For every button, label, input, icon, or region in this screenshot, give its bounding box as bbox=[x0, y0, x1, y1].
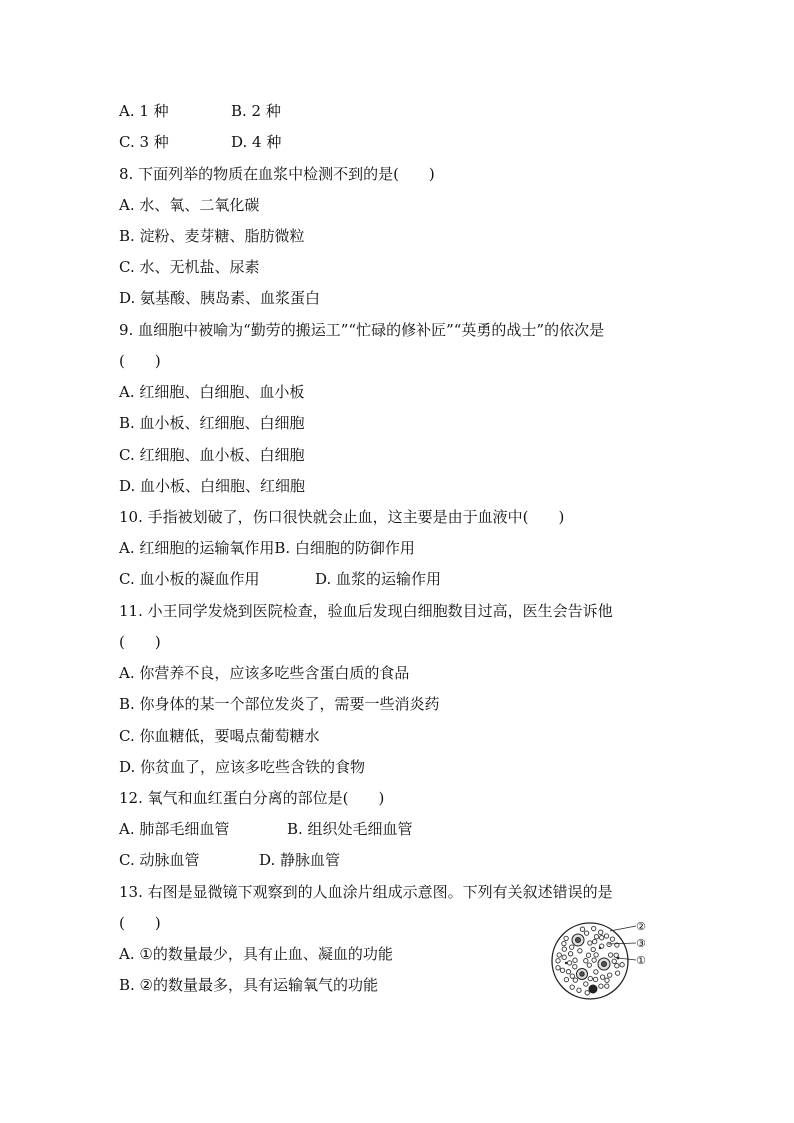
q12-option-d: D. 静脉血管 bbox=[259, 851, 341, 869]
q13-blank: ( ) bbox=[119, 914, 161, 932]
q8-option-a: A. 水、氧、二氧化碳 bbox=[119, 196, 260, 214]
q12-option-b: B. 组织处毛细血管 bbox=[287, 820, 413, 838]
blood-smear-diagram bbox=[548, 918, 658, 1004]
q12-option-a: A. 肺部毛细血管 bbox=[119, 820, 230, 838]
q10-option-d: D. 血浆的运输作用 bbox=[315, 570, 442, 588]
white-blood-cell-nucleus bbox=[602, 962, 607, 967]
figure-label-2: ② bbox=[636, 920, 646, 933]
q10-options-row-2 bbox=[119, 569, 441, 589]
q7-option-a: A. 1 种 bbox=[119, 102, 169, 120]
q8-option-b: B. 淀粉、麦芽糖、脂肪微粒 bbox=[119, 227, 305, 245]
leader-line-2 bbox=[610, 926, 636, 931]
q9-option-b: B. 血小板、红细胞、白细胞 bbox=[119, 414, 305, 432]
q7-option-b: B. 2 种 bbox=[231, 102, 281, 120]
figure-label-3: ③ bbox=[636, 937, 646, 950]
white-blood-cell bbox=[589, 985, 597, 993]
q8-option-d: D. 氨基酸、胰岛素、血浆蛋白 bbox=[119, 289, 321, 307]
q12-stem: 12. 氧气和血红蛋白分离的部位是( ) bbox=[119, 789, 385, 807]
q9-option-a: A. 红细胞、白细胞、血小板 bbox=[119, 383, 305, 401]
q11-blank: ( ) bbox=[119, 633, 161, 651]
blood-smear-figure bbox=[548, 918, 658, 1004]
platelet bbox=[599, 947, 601, 949]
q8-stem: 8. 下面列举的物质在血浆中检测不到的是( ) bbox=[119, 165, 435, 183]
q10-option-c: C. 血小板的凝血作用 bbox=[119, 570, 260, 588]
white-blood-cell-nucleus bbox=[580, 972, 584, 976]
q9-stem: 9. 血细胞中被喻为“勤劳的搬运工”“忙碌的修补匠”“英勇的战士”的依次是 bbox=[119, 321, 605, 339]
q13-option-a: A. ①的数量最少，具有止血、凝血的功能 bbox=[119, 945, 393, 963]
platelet bbox=[565, 962, 567, 964]
q12-options-row-1 bbox=[119, 819, 413, 839]
q13-option-b: B. ②的数量最多，具有运输氧气的功能 bbox=[119, 976, 379, 994]
figure-label-1: ① bbox=[636, 954, 646, 967]
q10-option-a: A. 红细胞的运输氧作用 bbox=[119, 539, 275, 557]
q9-blank: ( ) bbox=[119, 352, 161, 370]
q10-options-row-1 bbox=[119, 538, 415, 558]
q11-option-c: C. 你血糖低，要喝点葡萄糖水 bbox=[119, 727, 320, 745]
q9-option-d: D. 血小板、白细胞、红细胞 bbox=[119, 477, 306, 495]
q7-option-d: D. 4 种 bbox=[231, 133, 282, 151]
q9-option-c: C. 红细胞、血小板、白细胞 bbox=[119, 446, 305, 464]
q7-option-c: C. 3 种 bbox=[119, 133, 169, 151]
q7-options-row-2 bbox=[119, 132, 281, 152]
q7-options-row-1 bbox=[119, 101, 281, 121]
q10-stem: 10. 手指被划破了，伤口很快就会止血，这主要是由于血液中( ) bbox=[119, 508, 565, 526]
q11-stem: 11. 小王同学发烧到医院检查，验血后发现白细胞数目过高，医生会告诉他 bbox=[119, 602, 613, 620]
q11-option-a: A. 你营养不良，应该多吃些含蛋白质的食品 bbox=[119, 664, 410, 682]
q13-stem: 13. 右图是显微镜下观察到的人血涂片组成示意图。下列有关叙述错误的是 bbox=[119, 883, 613, 901]
q11-option-b: B. 你身体的某一个部位发炎了，需要一些消炎药 bbox=[119, 695, 440, 713]
white-blood-cell-nucleus bbox=[576, 938, 581, 943]
q12-options-row-2 bbox=[119, 850, 340, 870]
q11-option-d: D. 你贫血了，应该多吃些含铁的食物 bbox=[119, 758, 366, 776]
q12-option-c: C. 动脉血管 bbox=[119, 851, 200, 869]
q8-option-c: C. 水、无机盐、尿素 bbox=[119, 258, 260, 276]
q10-option-b: B. 白细胞的防御作用 bbox=[274, 539, 415, 557]
